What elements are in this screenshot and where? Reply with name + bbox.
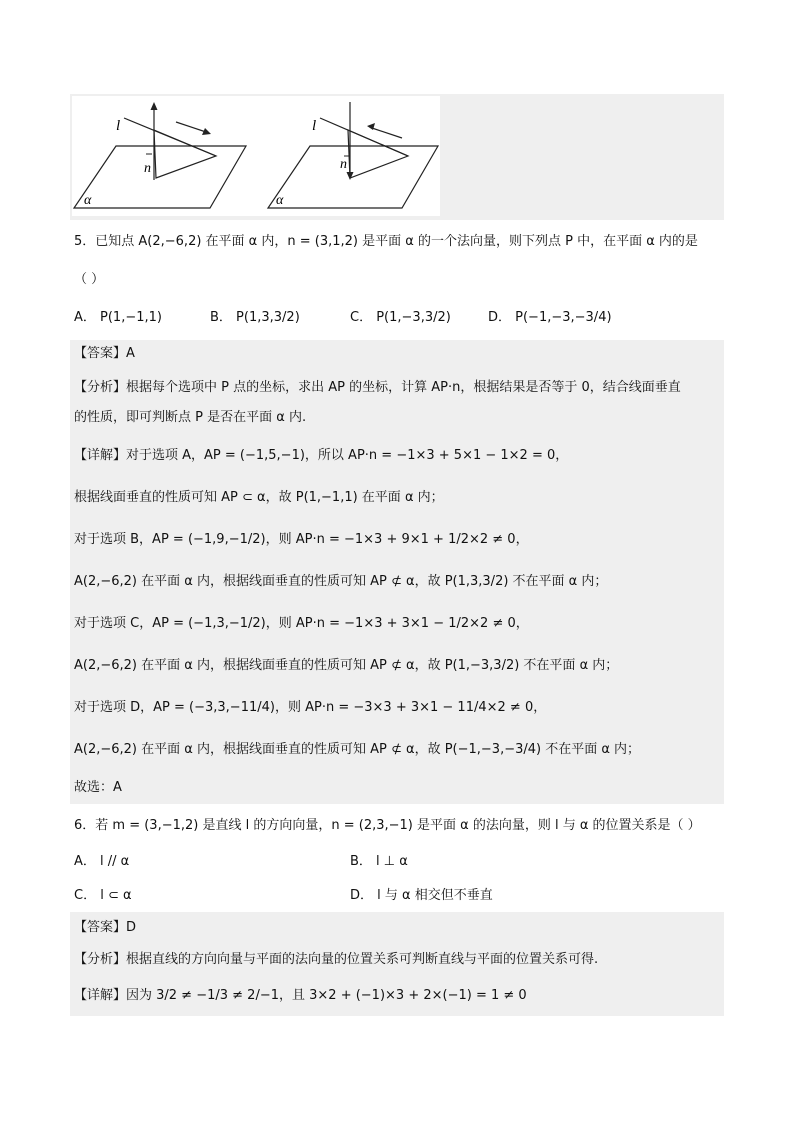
q5-detail-line1: 【详解】对于选项 A，AP = (−1,5,−1)，所以 AP·n = −1×3 + 5×1 − 1×2 = 0， [74,448,569,463]
q5-detail-line5: 对于选项 C，AP = (−1,3,−1/2)，则 AP·n = −1×3 + 3×1 − 1/2×2 ≠ 0， [74,616,529,631]
q5-analysis-line1: 【分析】根据每个选项中 P 点的坐标，求出 AP 的坐标，计算 AP·n，根据结果是否等于 0，结合线面垂直 [74,380,681,395]
q6-option-d: D． l 与 α 相交但不垂直 [350,888,493,903]
q6-answer: 【答案】D [74,920,137,935]
q6-stem: 6．若 m = (3,−1,2) 是直线 l 的方向向量，n = (2,3,−1) 是平面 α 的法向量，则 l 与 α 的位置关系是（ ） [74,818,701,833]
label-n-left: n [144,161,151,176]
label-alpha-left: α [84,193,92,208]
q5-detail-line3: 对于选项 B，AP = (−1,9,−1/2)，则 AP·n = −1×3 + 9×1 + 1/2×2 ≠ 0， [74,532,529,547]
q5-detail-line7: 对于选项 D，AP = (−3,3,−11/4)，则 AP·n = −3×3 + 3×1 − 11/4×2 ≠ 0， [74,700,547,715]
q5-option-c: C． P(1,−3,3/2) [350,310,451,325]
q5-option-d: D． P(−1,−3,−3/4) [488,310,612,325]
q5-stem: 5．已知点 A(2,−6,2) 在平面 α 内，n = (3,1,2) 是平面 α 的一个法向量，则下列点 P 中，在平面 α 内的是 [74,234,698,249]
label-l-left: l [116,118,121,134]
q5-choice: 故选：A [74,780,122,795]
q5-option-a: A． P(1,−1,1) [74,310,162,325]
label-l-right: l [312,118,317,134]
figure-diagrams [70,94,450,220]
label-n-right: n [340,157,347,172]
q5-analysis-line2: 的性质，即可判断点 P 是否在平面 α 内. [74,410,307,425]
q5-detail-line2: 根据线面垂直的性质可知 AP ⊂ α，故 P(1,−1,1) 在平面 α 内； [74,490,444,505]
q5-paren: （ ） [74,272,105,287]
q5-detail-line4: A(2,−6,2) 在平面 α 内，根据线面垂直的性质可知 AP ⊄ α，故 P(1,3,3/2) 不在平面 α 内； [74,574,608,589]
q6-option-c: C． l ⊂ α [74,888,132,903]
q6-analysis: 【分析】根据直线的方向向量与平面的法向量的位置关系可判断直线与平面的位置关系可得. [74,952,599,967]
q6-option-a: A． l // α [74,854,130,869]
label-alpha-right: α [276,193,284,208]
q6-option-b: B． l ⊥ α [350,854,408,869]
q5-answer: 【答案】A [74,346,135,361]
q6-detail: 【详解】因为 3/2 ≠ −1/3 ≠ 2/−1，且 3×2 + (−1)×3 + 2×(−1) = 1 ≠ 0 [74,988,527,1003]
figure-frame [72,96,440,216]
q5-detail-line6: A(2,−6,2) 在平面 α 内，根据线面垂直的性质可知 AP ⊄ α，故 P(1,−3,3/2) 不在平面 α 内； [74,658,619,673]
q5-option-b: B． P(1,3,3/2) [210,310,300,325]
q5-detail-line8: A(2,−6,2) 在平面 α 内，根据线面垂直的性质可知 AP ⊄ α，故 P(−1,−3,−3/4) 不在平面 α 内； [74,742,641,757]
